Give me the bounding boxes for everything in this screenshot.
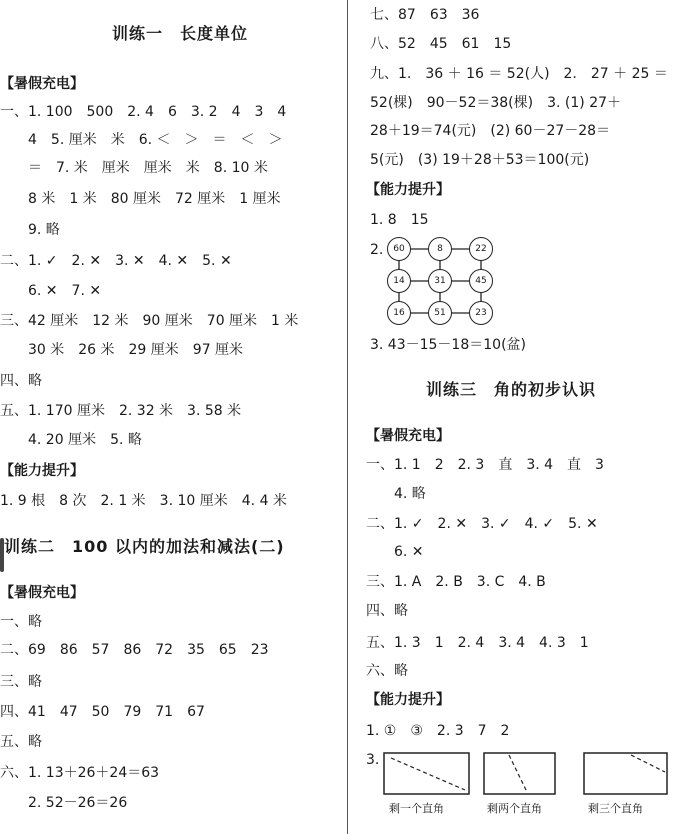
answer-line: 五、略 [0, 734, 42, 750]
answer-line: 三、1. A 2. B 3. C 4. B [366, 574, 546, 590]
answer-line: 2. 52－26＝26 [28, 795, 128, 811]
subsection-header: 【暑假充电】 [0, 76, 84, 92]
answer-line: 1. 9 根 8 次 2. 1 米 3. 10 厘米 4. 4 米 [0, 493, 287, 509]
answer-line: 六、1. 13＋26＋24＝63 [0, 765, 160, 781]
answer-line: 一、略 [0, 614, 42, 630]
grid-node: 45 [469, 269, 493, 293]
answer-line: 9. 略 [28, 222, 60, 238]
answer-line: 一、1. 100 500 2. 4 6 3. 2 4 3 4 [0, 104, 287, 120]
answer-line: 1. ① ③ 2. 3 7 2 [366, 723, 510, 739]
grid-node: 22 [469, 237, 493, 261]
rect-cut-figure-2 [483, 752, 557, 796]
figure-caption: 剩两个直角 [487, 802, 542, 815]
answer-line: 6. ✕ [394, 544, 424, 560]
subsection-header: 【能力提升】 [366, 692, 450, 708]
answer-line: 4. 略 [394, 486, 426, 502]
rect-cut-figure-1 [383, 752, 471, 796]
answer-line: 3. 43－15－18＝10(盆) [370, 337, 526, 353]
grid-node: 23 [469, 301, 493, 325]
answer-line: 二、69 86 57 86 72 35 65 23 [0, 642, 269, 658]
subsection-header: 【暑假充电】 [366, 428, 450, 444]
answer-line: ＝ 7. 米 厘米 厘米 米 8. 10 米 [28, 160, 268, 176]
answer-line: 六、略 [366, 663, 408, 679]
answer-line: 1. 8 15 [370, 212, 429, 228]
answer-line: 6. ✕ 7. ✕ [28, 283, 102, 299]
subsection-header: 【能力提升】 [366, 182, 450, 198]
figure-caption: 剩一个直角 [389, 802, 444, 815]
answer-line: 2. [370, 242, 384, 258]
answer-line: 五、1. 170 厘米 2. 32 米 3. 58 米 [0, 403, 242, 419]
grid-node: 16 [387, 301, 411, 325]
answer-line: 二、1. ✓ 2. ✕ 3. ✓ 4. ✓ 5. ✕ [366, 516, 598, 532]
answer-line: 九、1. 36 ＋ 16 ＝ 52(人) 2. 27 ＋ 25 ＝ [370, 66, 668, 82]
answer-line: 4. 20 厘米 5. 略 [28, 432, 142, 448]
section-title-2: 训练二 100 以内的加法和减法(二) [4, 537, 285, 556]
subsection-header: 【能力提升】 [0, 463, 84, 479]
grid-node: 8 [428, 237, 452, 261]
grid-node: 31 [428, 269, 452, 293]
answer-line: 四、41 47 50 79 71 67 [0, 704, 205, 720]
answer-line: 三、42 厘米 12 米 90 厘米 70 厘米 1 米 [0, 313, 299, 329]
answer-line: 一、1. 1 2 2. 3 直 3. 4 直 3 [366, 457, 604, 473]
section-title-3: 训练三 角的初步认识 [426, 380, 597, 399]
answer-line: 四、略 [0, 373, 42, 389]
figure-caption: 剩三个直角 [588, 802, 643, 815]
answer-line: 五、1. 3 1 2. 4 3. 4 4. 3 1 [366, 635, 589, 651]
section-title-1: 训练一 长度单位 [112, 24, 249, 43]
rect-cut-figure-3 [583, 752, 669, 796]
answer-line: 4 5. 厘米 米 6. ＜ ＞ ＝ ＜ ＞ [28, 132, 283, 148]
answer-line: 八、52 45 61 15 [370, 36, 512, 52]
answer-line: 三、略 [0, 674, 42, 690]
grid-node: 60 [387, 237, 411, 261]
answer-line: 30 米 26 米 29 厘米 97 厘米 [28, 342, 244, 358]
answer-line: 52(棵) 90－52＝38(棵) 3. (1) 27＋ [370, 95, 622, 111]
answer-line: 3. [366, 752, 380, 768]
subsection-header: 【暑假充电】 [0, 585, 84, 601]
column-divider [347, 0, 348, 834]
answer-line: 8 米 1 米 80 厘米 72 厘米 1 厘米 [28, 191, 281, 207]
answer-line: 28＋19＝74(元) (2) 60－27－28＝ [370, 123, 611, 139]
answer-line: 二、1. ✓ 2. ✕ 3. ✕ 4. ✕ 5. ✕ [0, 253, 232, 269]
answer-line: 四、略 [366, 603, 408, 619]
answer-line: 七、87 63 36 [370, 7, 480, 23]
grid-node: 51 [428, 301, 452, 325]
grid-node: 14 [387, 269, 411, 293]
answer-line: 5(元) (3) 19＋28＋53＝100(元) [370, 152, 590, 168]
